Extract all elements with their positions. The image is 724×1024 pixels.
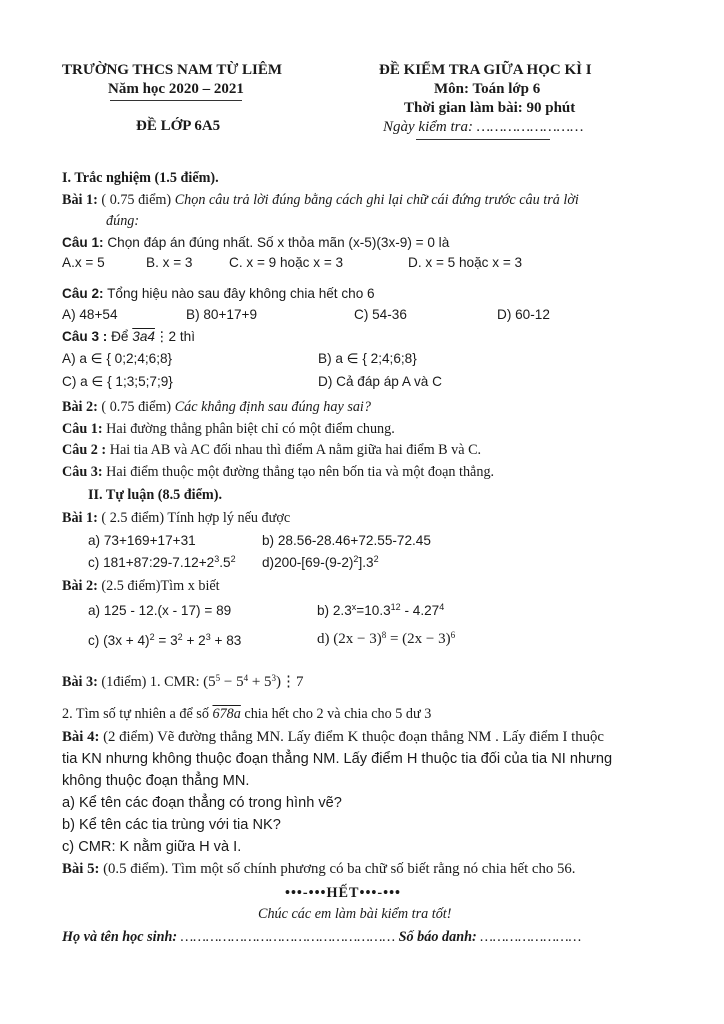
part1-bai2-label: Bài 2: <box>62 399 98 415</box>
part2-bai4-c: c) CMR: K nằm giữa H và I. <box>62 839 242 855</box>
part2-bai4-text1: (2 điểm) Vẽ đường thẳng MN. Lấy điểm K thuộc đoạn thẳng NM . Lấy điểm I thuộc <box>99 729 604 745</box>
part2-bai2-b-mid: =10.3 <box>356 603 391 618</box>
school-name: TRƯỜNG THCS NAM TỪ LIÊM <box>62 62 283 78</box>
q3-post: ⋮2 thì <box>154 329 195 344</box>
part2-bai2-d <box>317 631 455 648</box>
school-year: Năm học 2020 – 2021 <box>108 81 244 97</box>
part2-bai2-d-exp2: 6 <box>450 630 456 640</box>
q3-option-d: D) Cả đáp áp A và C <box>318 374 442 389</box>
part2-bai2-c-end: + 83 <box>210 633 242 648</box>
part2-bai4-label: Bài 4: <box>62 729 100 745</box>
part2-bai1-c-mid: .5 <box>219 555 231 570</box>
part2-bai2-line <box>62 578 220 595</box>
part2-bai3-expr-m1: − 5 <box>220 674 244 690</box>
part2-bai2-b-exp3: 4 <box>439 602 445 612</box>
part1-bai2-c3-text: Hai điểm thuộc một đường thẳng tạo nên bốn tia và một đoạn thẳng. <box>102 464 495 480</box>
part1-bai1-points: ( 0.75 điểm) <box>97 192 175 208</box>
part2-bai3-text2-post: chia hết cho 2 và chia cho 5 dư 3 <box>240 706 432 722</box>
part2-bai2-b-pre: b) 2.3 <box>317 603 352 618</box>
part2-bai4-a: a) Kể tên các đoạn thẳng có trong hình vẽ? <box>62 795 342 811</box>
part2-bai3-line2 <box>62 706 431 723</box>
part1-bai2-c2-text: Hai tia AB và AC đối nhau thì điểm A nằm giữa hai điểm B và C. <box>106 442 482 458</box>
part2-bai2-c-mid: = 3 <box>154 633 178 648</box>
class-code: ĐỀ LỚP 6A5 <box>136 118 221 134</box>
part2-bai3-expr-exp1: 5 <box>215 673 221 683</box>
part1-bai2-c2-label: Câu 2 : <box>62 442 107 458</box>
q2-option-b: B) 80+17+9 <box>186 307 258 322</box>
exam-date <box>383 119 583 136</box>
part2-bai3-expr-pre: (5 <box>203 674 216 690</box>
part2-bai3-number: 678a <box>212 706 241 722</box>
part1-bai1-line1 <box>62 192 579 209</box>
part2-bai4-b: b) Kể tên các tia trùng với tia NK? <box>62 817 281 833</box>
part2-bai4-line1 <box>62 729 604 746</box>
q3-option-a: A) a ∈ { 0;2;4;6;8} <box>62 351 173 366</box>
q1-option-a: A.x = 5 <box>62 255 105 270</box>
part2-bai2-d-pre: d) (2x − 3) <box>317 631 382 647</box>
part2-bai1-d-exp1: 2 <box>353 554 359 564</box>
date-dots: …………………… <box>476 119 584 135</box>
q1-option-b: B. x = 3 <box>146 255 193 270</box>
part2-bai2-text: (2.5 điểm)Tìm x biết <box>97 578 220 594</box>
part2-bai1-d <box>262 555 379 570</box>
exam-title: ĐỀ KIỂM TRA GIỮA HỌC KÌ I <box>379 62 592 78</box>
q2-option-c: C) 54-36 <box>354 307 407 322</box>
part2-bai2-label: Bài 2: <box>62 578 98 594</box>
student-id-dots: …………………… <box>480 929 582 945</box>
part2-bai3-expr <box>203 674 303 690</box>
part2-bai1-d-mid: ].3 <box>358 555 374 570</box>
part2-bai1-line <box>62 510 290 527</box>
part2-bai3-text1: (1điểm) 1. CMR: <box>97 674 204 690</box>
part1-title: I. Trắc nghiệm (1.5 điểm). <box>62 170 219 186</box>
part2-bai2-b-mid2: - 4.27 <box>400 603 440 618</box>
part2-bai5-label: Bài 5: <box>62 861 100 877</box>
part2-bai2-d-mid: = (2x − 3) <box>386 631 451 647</box>
part2-bai1-a: a) 73+169+17+31 <box>88 533 196 548</box>
student-name-label: Họ và tên học sinh: <box>62 929 178 945</box>
part2-bai4-line2: tia KN nhưng không thuộc đoạn thẳng NM. Lấy điểm H thuộc tia đối của tia NI nhưng <box>62 751 613 767</box>
q1-text: Chọn đáp án đúng nhất. Số x thỏa mãn (x-5)(3x-9) = 0 là <box>103 235 450 250</box>
q1-label: Câu 1: <box>62 235 104 250</box>
part2-bai2-c <box>88 633 241 648</box>
part2-bai3-text2-pre: 2. Tìm số tự nhiên a để số <box>62 706 213 722</box>
q2-stem <box>62 286 375 301</box>
part2-bai1-c-exp1: 3 <box>214 554 220 564</box>
q1-stem <box>62 235 449 250</box>
q2-label: Câu 2: <box>62 286 104 301</box>
header-underline-left <box>110 100 242 101</box>
part2-bai5-text: (0.5 điểm). Tìm một số chính phương có ba chữ số biết rằng nó chia hết cho 56. <box>99 861 576 877</box>
part2-bai2-c-exp1: 2 <box>149 632 155 642</box>
part2-bai1-text: ( 2.5 điểm) Tính hợp lý nếu được <box>97 510 291 526</box>
q3-label: Câu 3 : <box>62 329 108 344</box>
part2-bai2-c-exp2: 2 <box>177 632 183 642</box>
q1-option-c: C. x = 9 hoặc x = 3 <box>229 255 344 270</box>
q3-pre: Để <box>107 329 133 344</box>
part2-bai2-c-pre: c) (3x + 4) <box>88 633 150 648</box>
header-underline-right <box>416 139 550 140</box>
student-id-label: Số báo danh: <box>398 929 477 945</box>
part1-bai2-c1-label: Câu 1: <box>62 421 103 437</box>
part2-bai4-line3: không thuộc đoạn thẳng MN. <box>62 773 250 789</box>
part1-bai2-line <box>62 399 371 416</box>
exam-subject: Môn: Toán lớp 6 <box>434 81 541 97</box>
part2-bai1-d-pre: d)200-[69-(9-2) <box>262 555 354 570</box>
part1-bai2-points: ( 0.75 điểm) <box>97 399 175 415</box>
part1-bai2-c3-label: Câu 3: <box>62 464 103 480</box>
student-info <box>62 929 581 946</box>
q1-option-d: D. x = 5 hoặc x = 3 <box>408 255 523 270</box>
part1-bai1-instruction: Chọn câu trả lời đúng bằng cách ghi lại chữ cái đứng trước câu trả lời <box>174 192 579 208</box>
end-mark: •••-•••HẾT•••-••• <box>285 885 402 901</box>
part1-bai2-c3 <box>62 464 494 481</box>
part2-bai3-line1 <box>62 672 304 691</box>
part2-bai1-d-exp2: 2 <box>373 554 379 564</box>
part2-bai1-label: Bài 1: <box>62 510 98 526</box>
part2-bai2-d-exp1: 8 <box>381 630 387 640</box>
q2-option-d: D) 60-12 <box>497 307 550 322</box>
part1-bai2-c2 <box>62 442 481 459</box>
part1-bai1-line2: đúng: <box>106 213 140 229</box>
part2-bai2-b-exp1: x <box>351 602 357 612</box>
part2-bai3-label: Bài 3: <box>62 674 98 690</box>
part2-bai2-a: a) 125 - 12.(x - 17) = 89 <box>88 603 232 618</box>
part2-bai3-expr-m2: + 5 <box>248 674 272 690</box>
part2-bai3-expr-end: )⋮7 <box>276 674 304 690</box>
part1-bai2-c1 <box>62 421 395 438</box>
part1-bai2-c1-text: Hai đường thẳng phân biệt chỉ có một điểm chung. <box>102 421 395 437</box>
date-label: Ngày kiểm tra: <box>383 119 473 135</box>
q2-text: Tổng hiệu nào sau đây không chia hết cho 6 <box>103 286 375 301</box>
wish-text: Chúc các em làm bài kiểm tra tốt! <box>258 906 452 922</box>
part2-bai2-b <box>317 603 444 618</box>
part2-bai1-c-pre: c) 181+87:29-7.12+2 <box>88 555 215 570</box>
q3-stem <box>62 329 195 345</box>
part2-bai3-expr-exp3: 3 <box>271 673 277 683</box>
part2-bai1-b: b) 28.56-28.46+72.55-72.45 <box>262 533 431 548</box>
part2-bai1-c <box>88 555 236 570</box>
q3-option-c: C) a ∈ { 1;3;5;7;9} <box>62 374 173 389</box>
part2-bai2-c-mid2: + 2 <box>182 633 206 648</box>
part2-bai2-b-exp2: 12 <box>390 602 401 612</box>
student-name-dots: …………………………………………… <box>180 929 396 945</box>
part2-bai3-expr-exp2: 4 <box>243 673 249 683</box>
part2-bai1-c-exp2: 2 <box>230 554 236 564</box>
part1-bai2-instruction: Các khẳng định sau đúng hay sai? <box>174 399 371 415</box>
exam-duration: Thời gian làm bài: 90 phút <box>404 100 576 116</box>
part1-bai1-label: Bài 1: <box>62 192 98 208</box>
q2-option-a: A) 48+54 <box>62 307 118 322</box>
part2-bai2-c-exp3: 3 <box>205 632 211 642</box>
q3-number: 3a4 <box>132 329 155 344</box>
part2-bai5-line <box>62 861 575 878</box>
part2-title: II. Tự luận (8.5 điểm). <box>88 487 222 503</box>
q3-option-b: B) a ∈ { 2;4;6;8} <box>318 351 417 366</box>
